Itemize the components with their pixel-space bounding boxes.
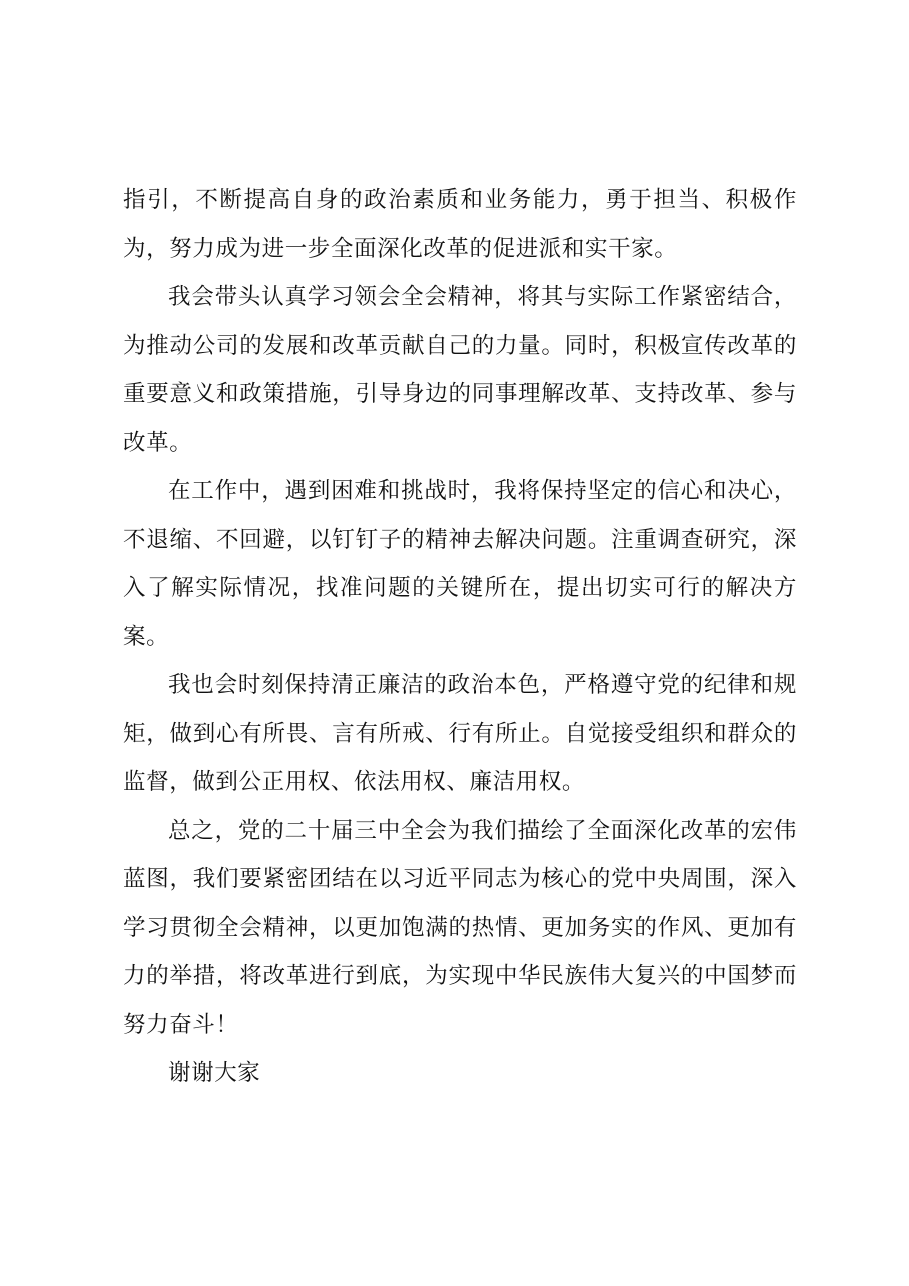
paragraph-thanks: 谢谢大家 — [168, 1060, 261, 1086]
paragraph-study-spirit: 我会带头认真学习领会全会精神，将其与实际工作紧密结合，为推动公司的发展和改革贡献自己的力量。同时，积极宣传改革的重要意义和政策措施，引导身边的同事理解改革、支持改革、参与改革。 — [123, 284, 797, 456]
paragraph-conclusion: 总之，党的二十届三中全会为我们描绘了全面深化改革的宏伟蓝图，我们要紧密团结在以习近平同志为核心的党中央周围，深入学习贯彻全会精神，以更加饱满的热情、更加务实的作风、更加有力的举措，将改革进行到底，为实现中华民族伟大复兴的中国梦而努力奋斗！ — [123, 817, 797, 1038]
paragraph-continued: 指引，不断提高自身的政治素质和业务能力，勇于担当、积极作为，努力成为进一步全面深化改革的促进派和实干家。 — [123, 187, 797, 262]
paragraph-integrity: 我也会时刻保持清正廉洁的政治本色，严格遵守党的纪律和规矩，做到心有所畏、言有所戒、行有所止。自觉接受组织和群众的监督，做到公正用权、依法用权、廉洁用权。 — [123, 672, 797, 795]
paragraph-challenges: 在工作中，遇到困难和挑战时，我将保持坚定的信心和决心，不退缩、不回避，以钉钉子的精神去解决问题。注重调查研究，深入了解实际情况，找准问题的关键所在，提出切实可行的解决方案。 — [123, 478, 797, 650]
document-body — [123, 176, 797, 1098]
